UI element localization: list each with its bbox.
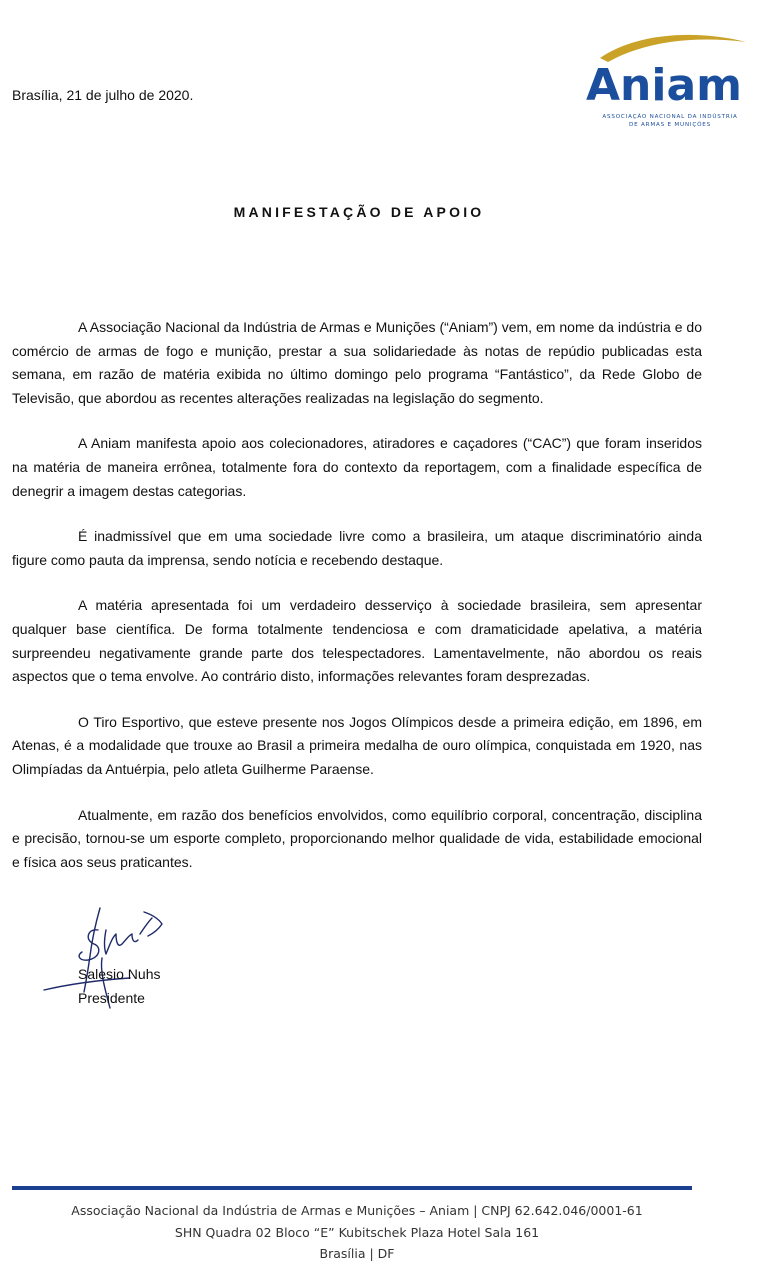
paragraph: Atualmente, em razão dos benefícios envolvidos, como equilíbrio corporal, concentração, disciplina e precisão, tornou-se um esporte completo, proporcionando melhor qualidade de vida, estabilidade emocional e física aos seus praticantes. xyxy=(12,806,702,870)
paragraph: É inadmissível que em uma sociedade livre como a brasileira, um ataque discriminatório ainda figure como pauta da imprensa, sendo notícia e recebendo destaque. xyxy=(12,528,702,568)
signer-block xyxy=(78,962,161,1010)
footer-line1: Associação Nacional da Indústria de Armas e Munições – Aniam | CNPJ 62.642.046/0001-61 xyxy=(71,1203,643,1218)
footer-line2: SHN Quadra 02 Bloco “E” Kubitschek Plaza Hotel Sala 161 xyxy=(174,1224,540,1240)
footer-line3: Brasília | DF xyxy=(319,1246,395,1261)
logo-subtitle xyxy=(590,114,750,129)
paragraph: O Tiro Esportivo, que esteve presente nos Jogos Olímpicos desde a primeira edição, em 1896, em Atenas, é a modalidade que trouxe ao Brasil a primeira medalha de ouro olímpica, conquistada em 1920, nas Olimpíadas da Antuérpia, pelo atleta Guilherme Paraense. xyxy=(12,713,702,777)
footer-divider xyxy=(12,1186,692,1190)
aniam-logo xyxy=(578,28,750,138)
logo-wordmark: Aniam xyxy=(586,60,742,111)
logo-subtitle-line1: ASSOCIAÇÃO NACIONAL DA INDÚSTRIA xyxy=(602,114,738,120)
paragraph: A Associação Nacional da Indústria de Armas e Munições (“Aniam”) vem, em nome da indústria e do comércio de armas de fogo e munição, prestar a sua solidariedade às notas de repúdio publicadas esta semana, em razão de matéria exibida no último domingo pelo programa “Fantástico”, da Rede Globo de Televisão, que abordou as recentes alterações realizadas na legislação do segmento. xyxy=(12,319,702,406)
footer xyxy=(0,1200,714,1265)
signer-role: Presidente xyxy=(78,990,145,1006)
paragraph: A matéria apresentada foi um verdadeiro desserviço à sociedade brasileira, sem apresentar qualquer base científica. De forma totalmente tendenciosa e com dramaticidade apelativa, a matéria surpreendeu negativamente grande parte dos telespectadores. Lamentavelmente, não abordou os reais aspectos que o tema envolve. Ao contrário disto, informações relevantes foram desprezadas. xyxy=(12,597,702,685)
signer-name: Salesio Nuhs xyxy=(78,966,161,982)
logo-subtitle-line2: DE ARMAS E MUNIÇÕES xyxy=(629,121,711,128)
document-body xyxy=(12,316,702,896)
document-title: MANIFESTAÇÃO DE APOIO xyxy=(233,204,485,220)
paragraph: A Aniam manifesta apoio aos colecionadores, atiradores e caçadores (“CAC”) que foram inseridos na matéria de maneira errônea, totalmente fora do contexto da reportagem, com a finalidade específica de denegrir a imagem destas categorias. xyxy=(12,435,702,499)
letter-date: Brasília, 21 de julho de 2020. xyxy=(12,87,194,103)
